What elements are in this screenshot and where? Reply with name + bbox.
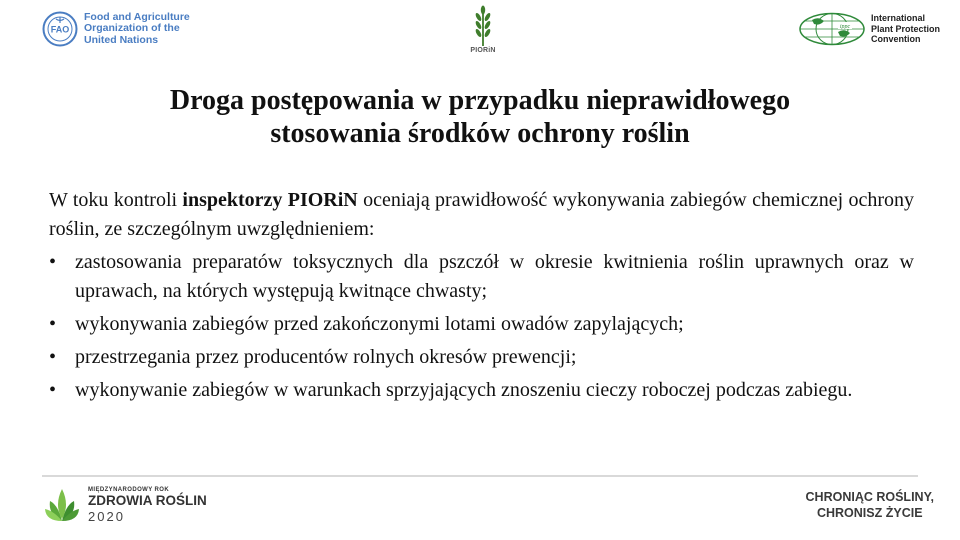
bullet-item <box>49 343 914 372</box>
ippc-name-line1: International <box>871 13 926 24</box>
bullet-icon: • <box>49 313 57 335</box>
slide-body <box>49 186 914 405</box>
bullet-text: przestrzegania przez producentów rolnych okresów prewencji; <box>75 346 577 368</box>
fao-name-line3: United Nations <box>84 33 159 46</box>
svg-text:ippc: ippc <box>839 24 851 30</box>
iyph-logo <box>42 485 207 525</box>
intro-text-end: oceniają prawidłowość wykonywania zabiegów chemicznej ochrony roślin, ze szczególnym uwzględnieniem: <box>49 189 914 240</box>
piorin-label: PIORiN <box>470 47 496 54</box>
fao-emblem-icon <box>42 11 78 47</box>
intro-text-start: W toku kontroli <box>49 189 183 211</box>
wheat-icon <box>469 4 497 48</box>
slogan-line1: CHRONIĄC ROŚLINY, <box>805 490 934 504</box>
slide-title <box>40 84 920 150</box>
ippc-logo <box>798 12 940 46</box>
fao-name-line1: Food and Agriculture <box>84 10 190 23</box>
intro-bold-text: inspektorzy PIORiN <box>182 189 358 211</box>
bullet-item <box>49 248 914 306</box>
iyph-main-label: ZDROWIA ROŚLIN <box>88 492 207 508</box>
slide-title-line2: stosowania środków ochrony roślin <box>270 118 690 149</box>
slogan-line2: CHRONISZ ŻYCIE <box>816 506 923 520</box>
leaf-circle-icon <box>42 485 82 525</box>
bullet-text: wykonywania zabiegów przed zakończonymi lotami owadów zapylających; <box>75 313 684 335</box>
bullet-icon: • <box>49 346 57 368</box>
fao-name-line2: Organization of the <box>84 22 180 35</box>
footer-divider <box>42 475 918 477</box>
bullet-icon: • <box>49 251 57 273</box>
bullet-list <box>49 248 914 405</box>
ippc-name-line2: Plant Protection <box>871 23 941 34</box>
bullet-text: wykonywanie zabiegów w warunkach sprzyjających znoszeniu cieczy roboczej podczas zabiegu. <box>75 379 853 401</box>
bullet-item <box>49 310 914 339</box>
footer-slogan <box>806 489 934 521</box>
slide-title-line1: Droga postępowania w przypadku nieprawidłowego <box>169 85 791 116</box>
fao-name <box>84 12 190 47</box>
bullet-item <box>49 376 914 405</box>
intro-paragraph <box>49 186 914 244</box>
fao-logo <box>42 11 190 47</box>
iyph-small-label: MIĘDZYNARODOWY ROK <box>88 486 170 493</box>
piorin-logo <box>466 4 500 54</box>
ippc-name <box>871 13 940 45</box>
svg-text:FAO: FAO <box>50 24 70 35</box>
bullet-icon: • <box>49 379 57 401</box>
ippc-name-line3: Convention <box>871 34 921 45</box>
ippc-globe-icon <box>798 12 866 46</box>
iyph-year: 2020 <box>88 508 125 524</box>
iyph-text <box>88 487 207 524</box>
bullet-text: zastosowania preparatów toksycznych dla pszczół w okresie kwitnienia roślin uprawnych oraz w uprawach, na których występują kwitnące chwasty; <box>75 251 914 302</box>
